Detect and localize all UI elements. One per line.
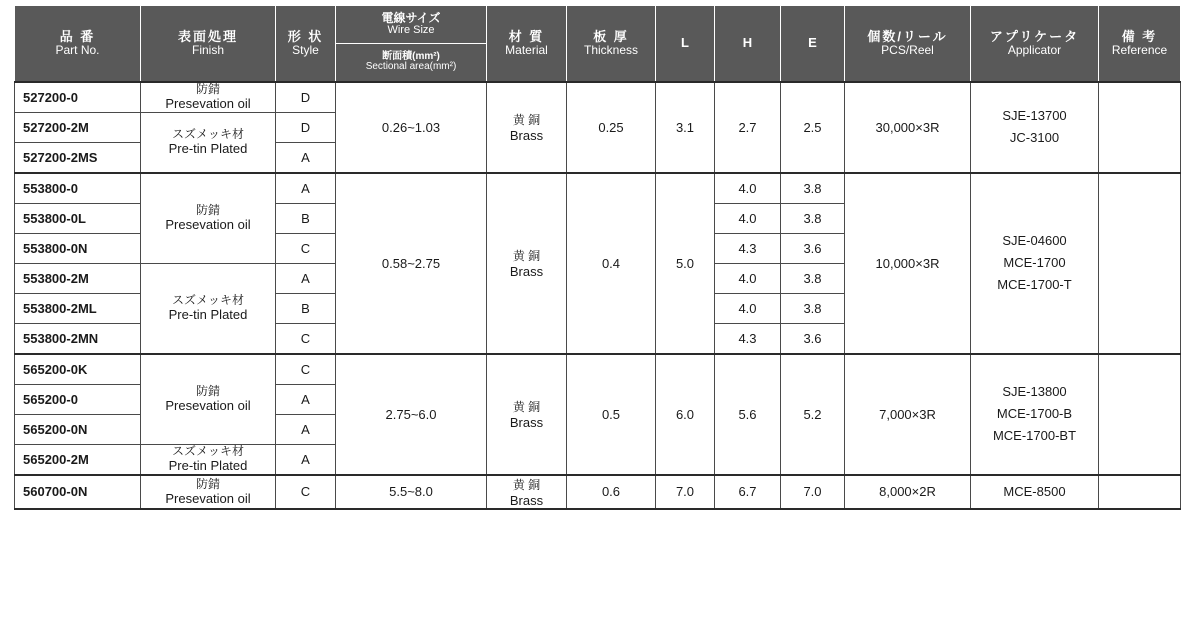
part-no-cell: 527200-0 — [15, 82, 141, 113]
style-cell: B — [276, 203, 336, 233]
reference-cell — [1099, 82, 1181, 173]
reference-cell — [1099, 354, 1181, 475]
finish-cell: 防錆 Presevation oil — [141, 475, 276, 509]
style-cell: D — [276, 112, 336, 142]
wire-size-cell: 2.75~6.0 — [336, 354, 487, 475]
h-cell: 5.6 — [715, 354, 781, 475]
header-finish: 表面処理 Finish — [141, 6, 276, 82]
finish-cell: 防錆 Presevation oil — [141, 354, 276, 445]
table-row — [15, 475, 1181, 509]
h-cell: 4.0 — [715, 263, 781, 293]
header-l: L — [656, 6, 715, 82]
part-no-cell: 565200-0K — [15, 354, 141, 385]
applicator-cell: SJE-13700 JC-3100 — [971, 82, 1099, 173]
h-cell: 4.0 — [715, 293, 781, 323]
thickness-cell: 0.5 — [567, 354, 656, 475]
spec-table — [14, 5, 1181, 510]
pcs-reel-cell: 10,000×3R — [845, 173, 971, 354]
pcs-reel-cell: 30,000×3R — [845, 82, 971, 173]
style-cell: A — [276, 263, 336, 293]
thickness-cell: 0.6 — [567, 475, 656, 509]
reference-cell — [1099, 475, 1181, 509]
e-cell: 2.5 — [781, 82, 845, 173]
part-no-cell: 565200-0 — [15, 384, 141, 414]
e-cell: 3.6 — [781, 233, 845, 263]
table-row — [15, 354, 1181, 385]
header-wire-size: 電線サイズ Wire Size — [336, 6, 487, 44]
style-cell: A — [276, 173, 336, 204]
e-cell: 3.8 — [781, 263, 845, 293]
h-cell: 4.0 — [715, 203, 781, 233]
applicator-cell: SJE-13800 MCE-1700-B MCE-1700-BT — [971, 354, 1099, 475]
applicator-cell: SJE-04600 MCE-1700 MCE-1700-T — [971, 173, 1099, 354]
style-cell: D — [276, 82, 336, 113]
header-sectional-area: 断面積(mm²) Sectional area(mm²) — [336, 44, 487, 82]
style-cell: B — [276, 293, 336, 323]
finish-cell: スズメッキ材 Pre-tin Plated — [141, 112, 276, 173]
wire-size-cell: 0.26~1.03 — [336, 82, 487, 173]
thickness-cell: 0.4 — [567, 173, 656, 354]
wire-size-cell: 5.5~8.0 — [336, 475, 487, 509]
part-no-cell: 565200-0N — [15, 414, 141, 444]
style-cell: A — [276, 384, 336, 414]
e-cell: 5.2 — [781, 354, 845, 475]
finish-cell: 防錆 Presevation oil — [141, 173, 276, 264]
style-cell: C — [276, 233, 336, 263]
style-cell: C — [276, 354, 336, 385]
h-cell: 2.7 — [715, 82, 781, 173]
part-no-cell: 565200-2M — [15, 444, 141, 475]
h-cell: 4.0 — [715, 173, 781, 204]
l-cell: 3.1 — [656, 82, 715, 173]
style-cell: C — [276, 475, 336, 509]
header-style: 形 状 Style — [276, 6, 336, 82]
header-h: H — [715, 6, 781, 82]
header-e: E — [781, 6, 845, 82]
applicator-cell: MCE-8500 — [971, 475, 1099, 509]
part-no-cell: 553800-0N — [15, 233, 141, 263]
material-cell: 黄 銅 Brass — [487, 82, 567, 173]
header-applicator: アプリケータ Applicator — [971, 6, 1099, 82]
material-cell: 黄 銅 Brass — [487, 354, 567, 475]
table-row — [15, 82, 1181, 113]
pcs-reel-cell: 7,000×3R — [845, 354, 971, 475]
part-no-cell: 553800-2MN — [15, 323, 141, 354]
header-thickness: 板 厚 Thickness — [567, 6, 656, 82]
style-cell: A — [276, 414, 336, 444]
reference-cell — [1099, 173, 1181, 354]
header-part-no: 品 番 Part No. — [15, 6, 141, 82]
part-no-cell: 553800-2M — [15, 263, 141, 293]
material-cell: 黄 銅 Brass — [487, 475, 567, 509]
style-cell: A — [276, 142, 336, 173]
table-row — [15, 173, 1181, 204]
h-cell: 4.3 — [715, 233, 781, 263]
l-cell: 6.0 — [656, 354, 715, 475]
part-no-cell: 553800-2ML — [15, 293, 141, 323]
e-cell: 3.8 — [781, 293, 845, 323]
part-no-cell: 553800-0 — [15, 173, 141, 204]
style-cell: C — [276, 323, 336, 354]
part-no-cell: 560700-0N — [15, 475, 141, 509]
pcs-reel-cell: 8,000×2R — [845, 475, 971, 509]
h-cell: 6.7 — [715, 475, 781, 509]
header-reference: 備 考 Reference — [1099, 6, 1181, 82]
style-cell: A — [276, 444, 336, 475]
e-cell: 3.8 — [781, 173, 845, 204]
l-cell: 5.0 — [656, 173, 715, 354]
part-no-cell: 527200-2MS — [15, 142, 141, 173]
material-cell: 黄 銅 Brass — [487, 173, 567, 354]
part-no-cell: 553800-0L — [15, 203, 141, 233]
thickness-cell: 0.25 — [567, 82, 656, 173]
header-material: 材 質 Material — [487, 6, 567, 82]
e-cell: 7.0 — [781, 475, 845, 509]
part-no-cell: 527200-2M — [15, 112, 141, 142]
finish-cell: 防錆 Presevation oil — [141, 82, 276, 113]
h-cell: 4.3 — [715, 323, 781, 354]
finish-cell: スズメッキ材 Pre-tin Plated — [141, 444, 276, 475]
wire-size-cell: 0.58~2.75 — [336, 173, 487, 354]
header-pcs-reel: 個数/リール PCS/Reel — [845, 6, 971, 82]
l-cell: 7.0 — [656, 475, 715, 509]
finish-cell: スズメッキ材 Pre-tin Plated — [141, 263, 276, 354]
e-cell: 3.8 — [781, 203, 845, 233]
e-cell: 3.6 — [781, 323, 845, 354]
